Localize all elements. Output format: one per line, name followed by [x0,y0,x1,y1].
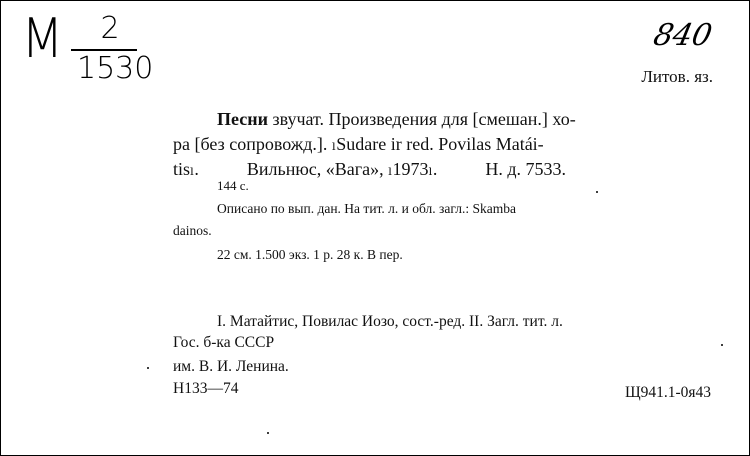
tracing-line-2: Гос. б-ка СССР [173,334,275,351]
entry-description-line-1: Описано по вып. дан. На тит. л. и обл. загл.: Skamba [217,201,516,216]
scan-speck [267,432,269,434]
scan-speck [596,191,598,193]
shelfmark-bottom-number: 1530 [77,51,154,86]
entry-imprint: Вильнюс, «Вага», ₗ1973ₗ. [246,159,438,179]
entry-physical-description: 22 см. 1.500 экз. 1 р. 28 к. В пер. [217,247,403,262]
entry-title: Песни [217,109,268,129]
handwritten-number: 840 [650,18,715,53]
shelfmark-letter: М [21,7,64,70]
tracing-line-1: I. Матайтис, Повилас Иозо, сост.-ред. II. Загл. тит. л. [217,313,563,330]
scan-speck [721,344,723,346]
classification-code: Щ941.1-0я43 [624,384,711,401]
shelfmark-top-number: 2 [100,11,120,46]
card-number: Н133—74 [173,380,239,397]
entry-description-line-2: dainos. [173,223,212,238]
entry-pages: 144 с. [217,178,249,193]
entry-editor-end: tisₗ. [173,159,199,179]
scan-speck [147,367,149,369]
entry-line-2: ра [без сопровожд.]. ₗSudare ir red. Povilas Matái- [173,134,544,154]
entry-title-rest: звучат. Произведения для [смешан.] хо- [267,109,576,129]
tracing-line-3: им. В. И. Ленина. [173,358,289,375]
entry-line-3 [173,159,566,180]
entry-notation-number: Н. д. 7533. [485,159,567,179]
language-note: Литов. яз. [641,67,713,86]
entry-title-line [217,109,576,130]
